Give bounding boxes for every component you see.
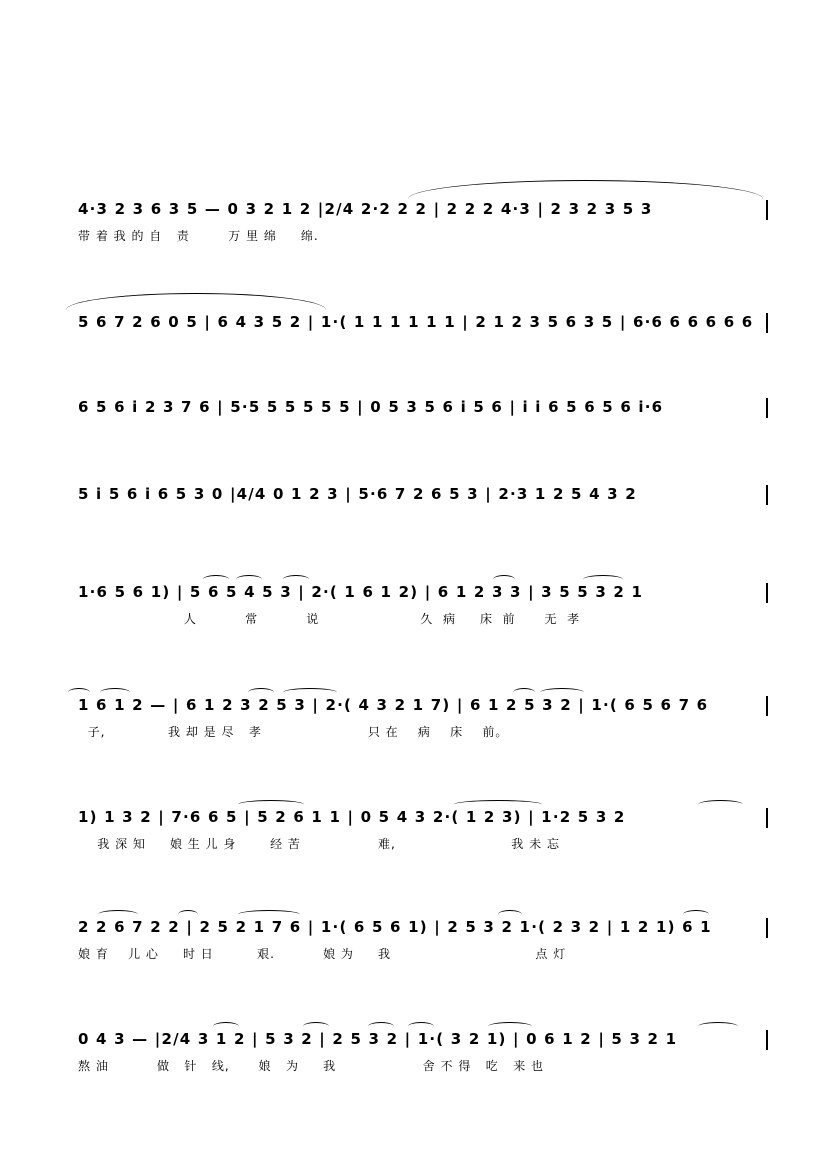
notation-line: 5 i 5 6 i 6 5 3 0 |4/4 0 1 2 3 | 5·6 7 2 6 5 3 | 2·3 1 2 5 4 3 2 [78,485,637,503]
barline [766,200,768,220]
staff-line-2 [78,313,768,393]
notation-line: 0 4 3 — |2/4 3 1 2 | 5 3 2 | 2 5 3 2 | 1·( 3 2 1) | 0 6 1 2 | 5 3 2 1 [78,1030,678,1048]
phrase-slur [66,293,326,310]
barline [766,485,768,505]
staff-line-4 [78,485,768,565]
lyrics-line: 娘 育 儿 心 时 日 艰. 娘 为 我 点 灯 [78,947,567,961]
notation-line: 1 6 1 2 — | 6 1 2 3 2 5 3 | 2·( 4 3 2 1 7) | 6 1 2 5 3 2 | 1·( 6 5 6 7 6 [78,696,709,714]
notation-line: 2 2 6 7 2 2 | 2 5 2 1 7 6 | 1·( 6 5 6 1) | 2 5 3 2 1·( 2 3 2 | 1 2 1) 6 1 [78,918,712,936]
lyrics-line: 带 着 我 的 自 责 万 里 绵 绵. [78,229,319,243]
lyrics-line: 我 深 知 娘 生 儿 身 经 苦 难, 我 未 忘 [78,837,560,851]
staff-line-8 [78,918,768,998]
notation-line: 1·6 5 6 1) | 5 6 5 4 5 3 | 2·( 1 6 1 2) | 6 1 2 3 3 | 3 5 5 3 2 1 [78,583,644,601]
lyrics-line: 子, 我 却 是 尽 孝 只 在 病 床 前。 [78,725,509,739]
slur [698,1022,738,1031]
barline [766,313,768,333]
barline [766,583,768,603]
barline [766,696,768,716]
notation-line: 1) 1 3 2 | 7·6 6 5 | 5 2 6 1 1 | 0 5 4 3 2·( 1 2 3) | 1·2 5 3 2 [78,808,626,826]
staff-line-6 [78,696,768,776]
barline [766,918,768,938]
staff-line-5 [78,583,768,663]
barline [766,1030,768,1050]
slur [698,800,743,809]
notation-line: 4·3 2 3 6 3 5 — 0 3 2 1 2 |2/4 2·2 2 2 | 2 2 2 4·3 | 2 3 2 3 5 3 [78,200,653,218]
barline [766,808,768,828]
staff-line-1 [78,200,768,280]
staff-line-7 [78,808,768,888]
phrase-slur [408,180,763,199]
notation-line: 6 5 6 i 2 3 7 6 | 5·5 5 5 5 5 5 | 0 5 3 5 6 i 5 6 | i i 6 5 6 5 6 i·6 [78,398,664,416]
staff-line-3 [78,398,768,478]
staff-line-9 [78,1030,768,1110]
lyrics-line: 熬 油 做 针 线, 娘 为 我 舍 不 得 吃 来 也 [78,1059,545,1073]
lyrics-line: 人 常 说 久 病 床 前 无 孝 [78,612,581,626]
barline [766,398,768,418]
notation-line: 5 6 7 2 6 0 5 | 6 4 3 5 2 | 1·( 1 1 1 1 1 1 | 2 1 2 3 5 6 3 5 | 6·6 6 6 6 6 6 [78,313,754,331]
